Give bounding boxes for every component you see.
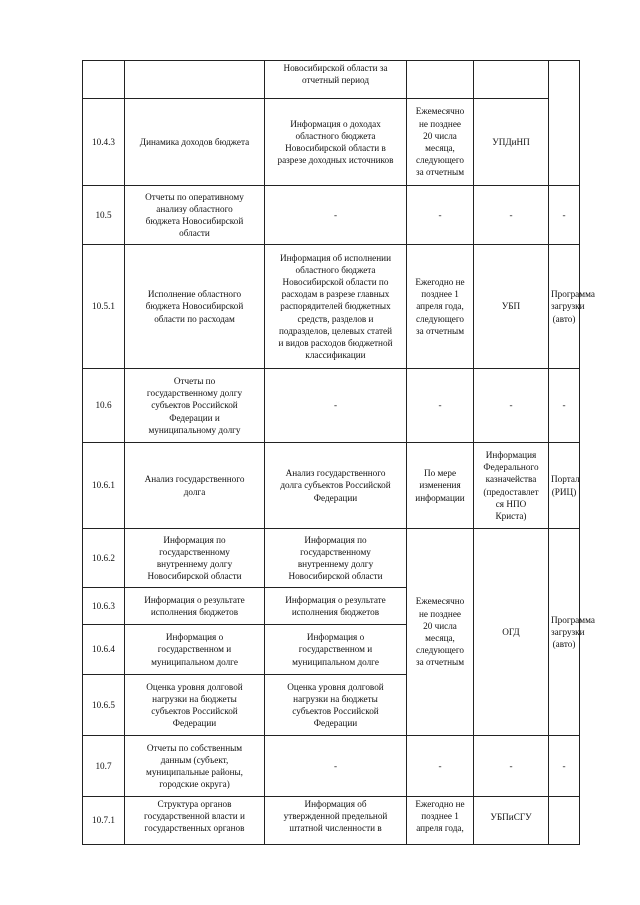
table-row [83, 61, 580, 99]
responsible-unit: - [474, 186, 549, 245]
report-period [407, 61, 474, 99]
load-method: - [549, 369, 580, 443]
load-method: - [549, 736, 580, 797]
report-content: Информация об исполнении областного бюджета Новосибирской области по расходам в разрезе главных распорядителей бюджетных средств, разделов и подразделов, целевых статей и видов расходов бюджетной классификации [265, 245, 407, 369]
load-method [549, 61, 580, 186]
report-name: Оценка уровня долговой нагрузки на бюджеты субъектов Российской Федерации [125, 675, 265, 736]
load-method: - [549, 186, 580, 245]
report-content: Информация о результате исполнения бюджетов [265, 588, 407, 625]
report-name [125, 61, 265, 99]
load-method [549, 797, 580, 845]
responsible-unit: УПДиНП [474, 99, 549, 186]
table-row [83, 797, 580, 845]
report-name: Информация по государственному внутреннему долгу Новосибирской области [125, 529, 265, 588]
report-content: Информация об утвержденной предельной штатной численности в [265, 797, 407, 845]
report-name: Анализ государственного долга [125, 443, 265, 529]
row-number: 10.7.1 [83, 797, 125, 845]
report-name: Исполнение областного бюджета Новосибирской области по расходам [125, 245, 265, 369]
report-name: Отчеты по государственному долгу субъектов Российской Федерации и муниципальному долгу [125, 369, 265, 443]
report-content: Информация по государственному внутреннему долгу Новосибирской области [265, 529, 407, 588]
responsible-unit [474, 61, 549, 99]
report-name: Отчеты по оперативному анализу областного бюджета Новосибирской области [125, 186, 265, 245]
responsible-unit: ОГД [474, 529, 549, 736]
load-method: Портал (РИЦ) [549, 443, 580, 529]
responsible-unit: Информация Федерального казначейства (предоставлет ся НПО Криста) [474, 443, 549, 529]
report-name: Информация о результате исполнения бюджетов [125, 588, 265, 625]
report-name: Информация о государственном и муниципальном долге [125, 625, 265, 675]
responsible-unit: - [474, 736, 549, 797]
row-number: 10.6.5 [83, 675, 125, 736]
table-row [83, 99, 580, 186]
responsible-unit: УБП [474, 245, 549, 369]
load-method: Программа загрузки (авто) [549, 245, 580, 369]
report-period: - [407, 736, 474, 797]
row-number: 10.6.4 [83, 625, 125, 675]
table-row [83, 369, 580, 443]
row-number: 10.5 [83, 186, 125, 245]
table-row [83, 443, 580, 529]
row-number: 10.6.1 [83, 443, 125, 529]
table-row [83, 245, 580, 369]
report-content: Информация о государственном и муниципальном долге [265, 625, 407, 675]
row-number: 10.6.2 [83, 529, 125, 588]
load-method: Программа загрузки (авто) [549, 529, 580, 736]
regulation-table [82, 60, 595, 845]
report-content: - [265, 369, 407, 443]
report-name: Структура органов государственной власти и государственных органов [125, 797, 265, 845]
report-content: Новосибирской области за отчетный период [265, 61, 407, 99]
report-name: Отчеты по собственным данным (субъект, муниципальные районы, городские округа) [125, 736, 265, 797]
table-row [83, 529, 580, 588]
report-period: По мере изменения информации [407, 443, 474, 529]
row-number: 10.4.3 [83, 99, 125, 186]
report-content: - [265, 186, 407, 245]
responsible-unit: УБПиСГУ [474, 797, 549, 845]
report-content: Анализ государственного долга субъектов Российской Федерации [265, 443, 407, 529]
table-row [83, 186, 580, 245]
row-number: 10.6 [83, 369, 125, 443]
report-content: Оценка уровня долговой нагрузки на бюджеты субъектов Российской Федерации [265, 675, 407, 736]
report-name: Динамика доходов бюджета [125, 99, 265, 186]
report-period: - [407, 186, 474, 245]
table-row [83, 736, 580, 797]
report-period: Ежемесячно не позднее 20 числа месяца, следующего за отчетным [407, 99, 474, 186]
row-number [83, 61, 125, 99]
report-content: Информация о доходах областного бюджета Новосибирской области в разрезе доходных источников [265, 99, 407, 186]
row-number: 10.6.3 [83, 588, 125, 625]
row-number: 10.5.1 [83, 245, 125, 369]
row-number: 10.7 [83, 736, 125, 797]
report-period: - [407, 369, 474, 443]
report-content: - [265, 736, 407, 797]
report-period: Ежегодно не позднее 1 апреля года, следующего за отчетным [407, 245, 474, 369]
report-period: Ежегодно не позднее 1 апреля года, [407, 797, 474, 845]
report-period: Ежемесячно не позднее 20 числа месяца, следующего за отчетным [407, 529, 474, 736]
responsible-unit: - [474, 369, 549, 443]
